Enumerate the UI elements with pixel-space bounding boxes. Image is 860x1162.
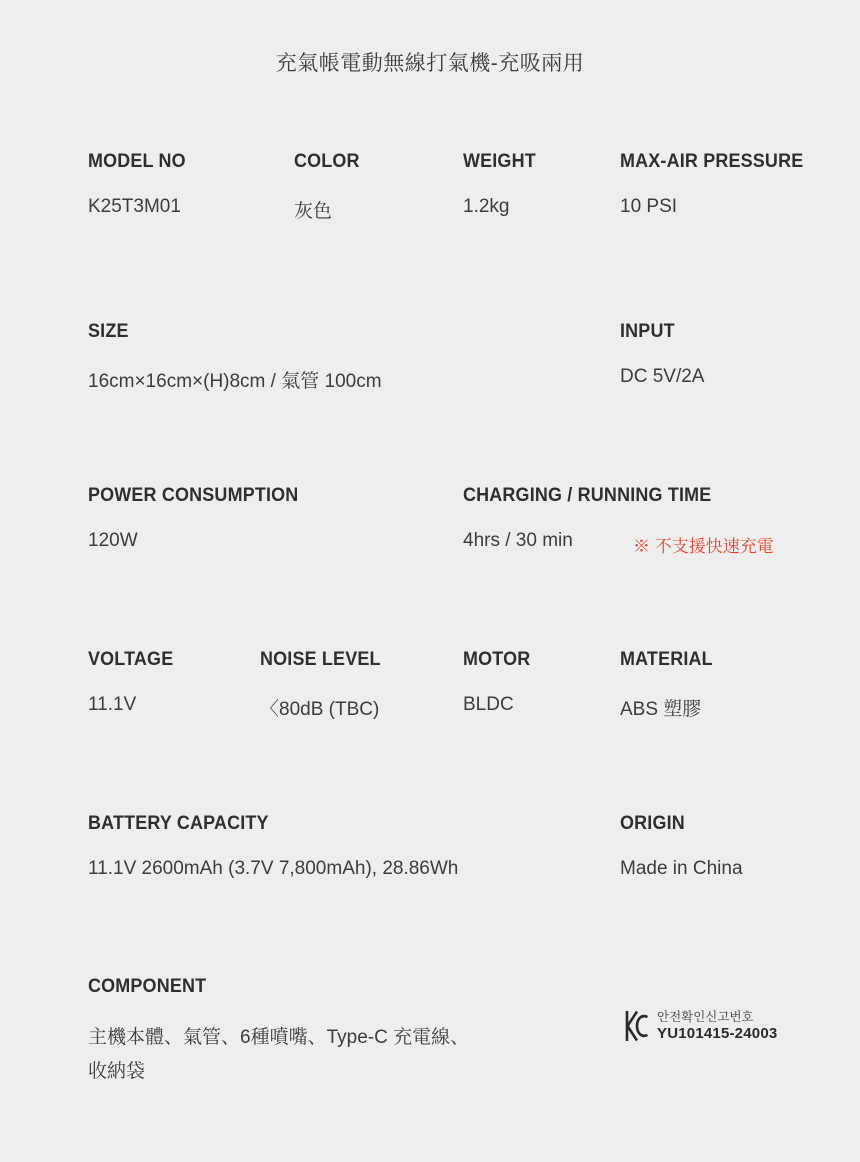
certification-badge [624,1009,777,1043]
label-battery-capacity: BATTERY CAPACITY [88,812,269,834]
label-max-air-pressure: MAX-AIR PRESSURE [620,150,804,172]
value-battery-capacity: 11.1V 2600mAh (3.7V 7,800mAh), 28.86Wh [88,858,459,879]
value-input: DC 5V/2A [620,366,705,387]
label-model-no: MODEL NO [88,150,186,172]
label-charging-running-time: CHARGING / RUNNING TIME [463,484,712,506]
label-input: INPUT [620,320,675,342]
certification-label: 안전확인신고번호 [657,1010,754,1024]
label-size: SIZE [88,320,129,342]
label-motor: MOTOR [463,648,531,670]
page-title: 充氣帳電動無線打氣機-充吸兩用 [275,52,585,75]
note-no-fast-charge: ※ 不支援快速充電 [633,537,774,556]
label-color: COLOR [294,150,360,172]
value-component-line-2: 收納袋 [88,1061,146,1082]
value-max-air-pressure: 10 PSI [620,196,678,217]
label-power-consumption: POWER CONSUMPTION [88,484,299,506]
label-noise-level: NOISE LEVEL [260,648,381,670]
label-voltage: VOLTAGE [88,648,174,670]
label-weight: WEIGHT [463,150,536,172]
value-motor: BLDC [463,694,514,715]
value-power-consumption: 120W [88,530,138,551]
value-size: 16cm×16cm×(H)8cm / 氣管 100cm [88,371,382,392]
value-charging-running-time: 4hrs / 30 min [463,530,573,551]
kc-mark-icon [624,1009,650,1043]
value-color: 灰色 [294,201,333,222]
value-weight: 1.2kg [463,196,510,217]
value-voltage: 11.1V [88,694,137,715]
value-material: ABS 塑膠 [620,699,702,720]
value-component-line-1: 主機本體、氣管、6種噴嘴、Type-C 充電線、 [88,1027,470,1048]
value-noise-level: 〈80dB (TBC) [260,699,380,720]
certification-number: YU101415-24003 [657,1025,778,1042]
label-material: MATERIAL [620,648,713,670]
certification-text [657,1009,777,1043]
value-origin: Made in China [620,858,743,879]
value-model-no: K25T3M01 [88,196,181,217]
label-component: COMPONENT [88,975,207,997]
value-component [88,1021,588,1089]
label-origin: ORIGIN [620,812,685,834]
